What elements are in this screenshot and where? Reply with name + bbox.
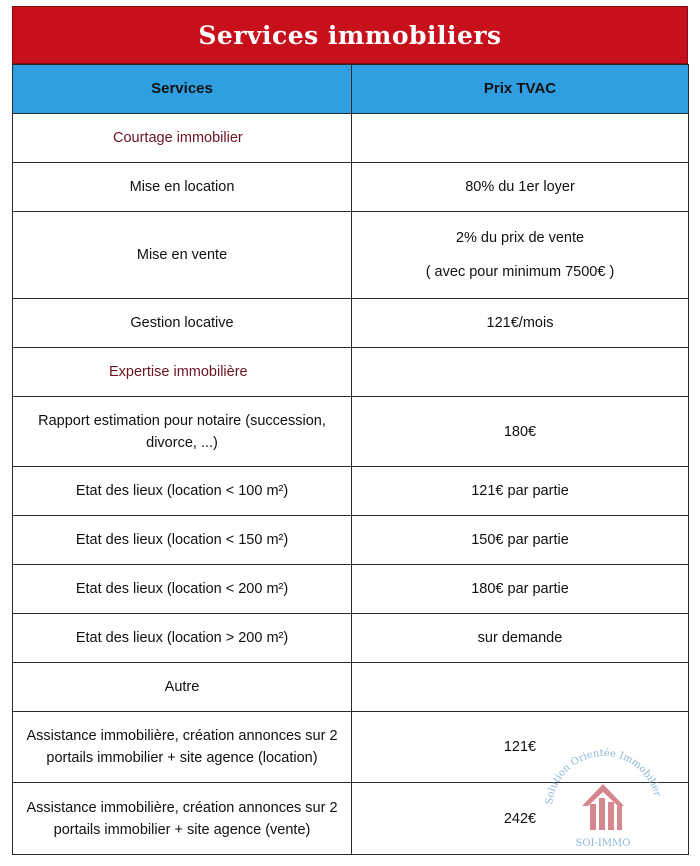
title-banner xyxy=(12,6,688,64)
service-cell: Etat des lieux (location < 150 m²) xyxy=(13,516,352,565)
service-cell: Etat des lieux (location > 200 m²) xyxy=(13,614,352,663)
section-row xyxy=(13,663,689,712)
section-label: Courtage immobilier xyxy=(13,114,352,163)
section-row xyxy=(13,114,689,163)
price-cell: sur demande xyxy=(352,614,689,663)
service-cell: Assistance immobilière, création annonces sur 2 portails immobilier + site agence (vente) xyxy=(13,783,352,855)
price-cell: 180€ par partie xyxy=(352,565,689,614)
table-row xyxy=(13,516,689,565)
price-cell: 121€/mois xyxy=(352,299,689,348)
services-table xyxy=(12,64,689,855)
price-cell: 180€ xyxy=(352,397,689,467)
price-cell: 150€ par partie xyxy=(352,516,689,565)
section-label: Expertise immobilière xyxy=(13,348,352,397)
table-row xyxy=(13,163,689,212)
service-cell: Rapport estimation pour notaire (succession, divorce, ...) xyxy=(13,397,352,467)
price-cell: 242€ xyxy=(352,783,689,855)
table-row xyxy=(13,565,689,614)
section-row xyxy=(13,348,689,397)
service-cell: Mise en location xyxy=(13,163,352,212)
header-services: Services xyxy=(13,65,352,114)
service-cell: Mise en vente xyxy=(13,212,352,299)
service-cell: Assistance immobilière, création annonces sur 2 portails immobilier + site agence (location) xyxy=(13,712,352,783)
service-cell: Etat des lieux (location < 100 m²) xyxy=(13,467,352,516)
price-note: ( avec pour minimum 7500€ ) xyxy=(425,264,615,280)
service-cell: Gestion locative xyxy=(13,299,352,348)
table-row xyxy=(13,783,689,855)
service-cell: Etat des lieux (location < 200 m²) xyxy=(13,565,352,614)
header-price: Prix TVAC xyxy=(352,65,689,114)
price-cell xyxy=(352,114,689,163)
price-cell: 121€ xyxy=(352,712,689,783)
table-row xyxy=(13,467,689,516)
table-row xyxy=(13,299,689,348)
page-title: Services immobiliers xyxy=(198,20,502,50)
price-cell xyxy=(352,348,689,397)
price-cell xyxy=(352,663,689,712)
section-label: Autre xyxy=(13,663,352,712)
price-cell xyxy=(352,212,689,299)
table-row xyxy=(13,212,689,299)
table-row xyxy=(13,712,689,783)
logo-arc-text: Solution Orientée Immobilier xyxy=(544,747,663,806)
logo-name: SOI-IMMO xyxy=(575,838,631,849)
table-row xyxy=(13,614,689,663)
price-main: 2% du prix de vente xyxy=(455,230,585,246)
price-cell: 121€ par partie xyxy=(352,467,689,516)
price-cell: 80% du 1er loyer xyxy=(352,163,689,212)
table-row xyxy=(13,397,689,467)
table-header-row xyxy=(13,65,689,114)
